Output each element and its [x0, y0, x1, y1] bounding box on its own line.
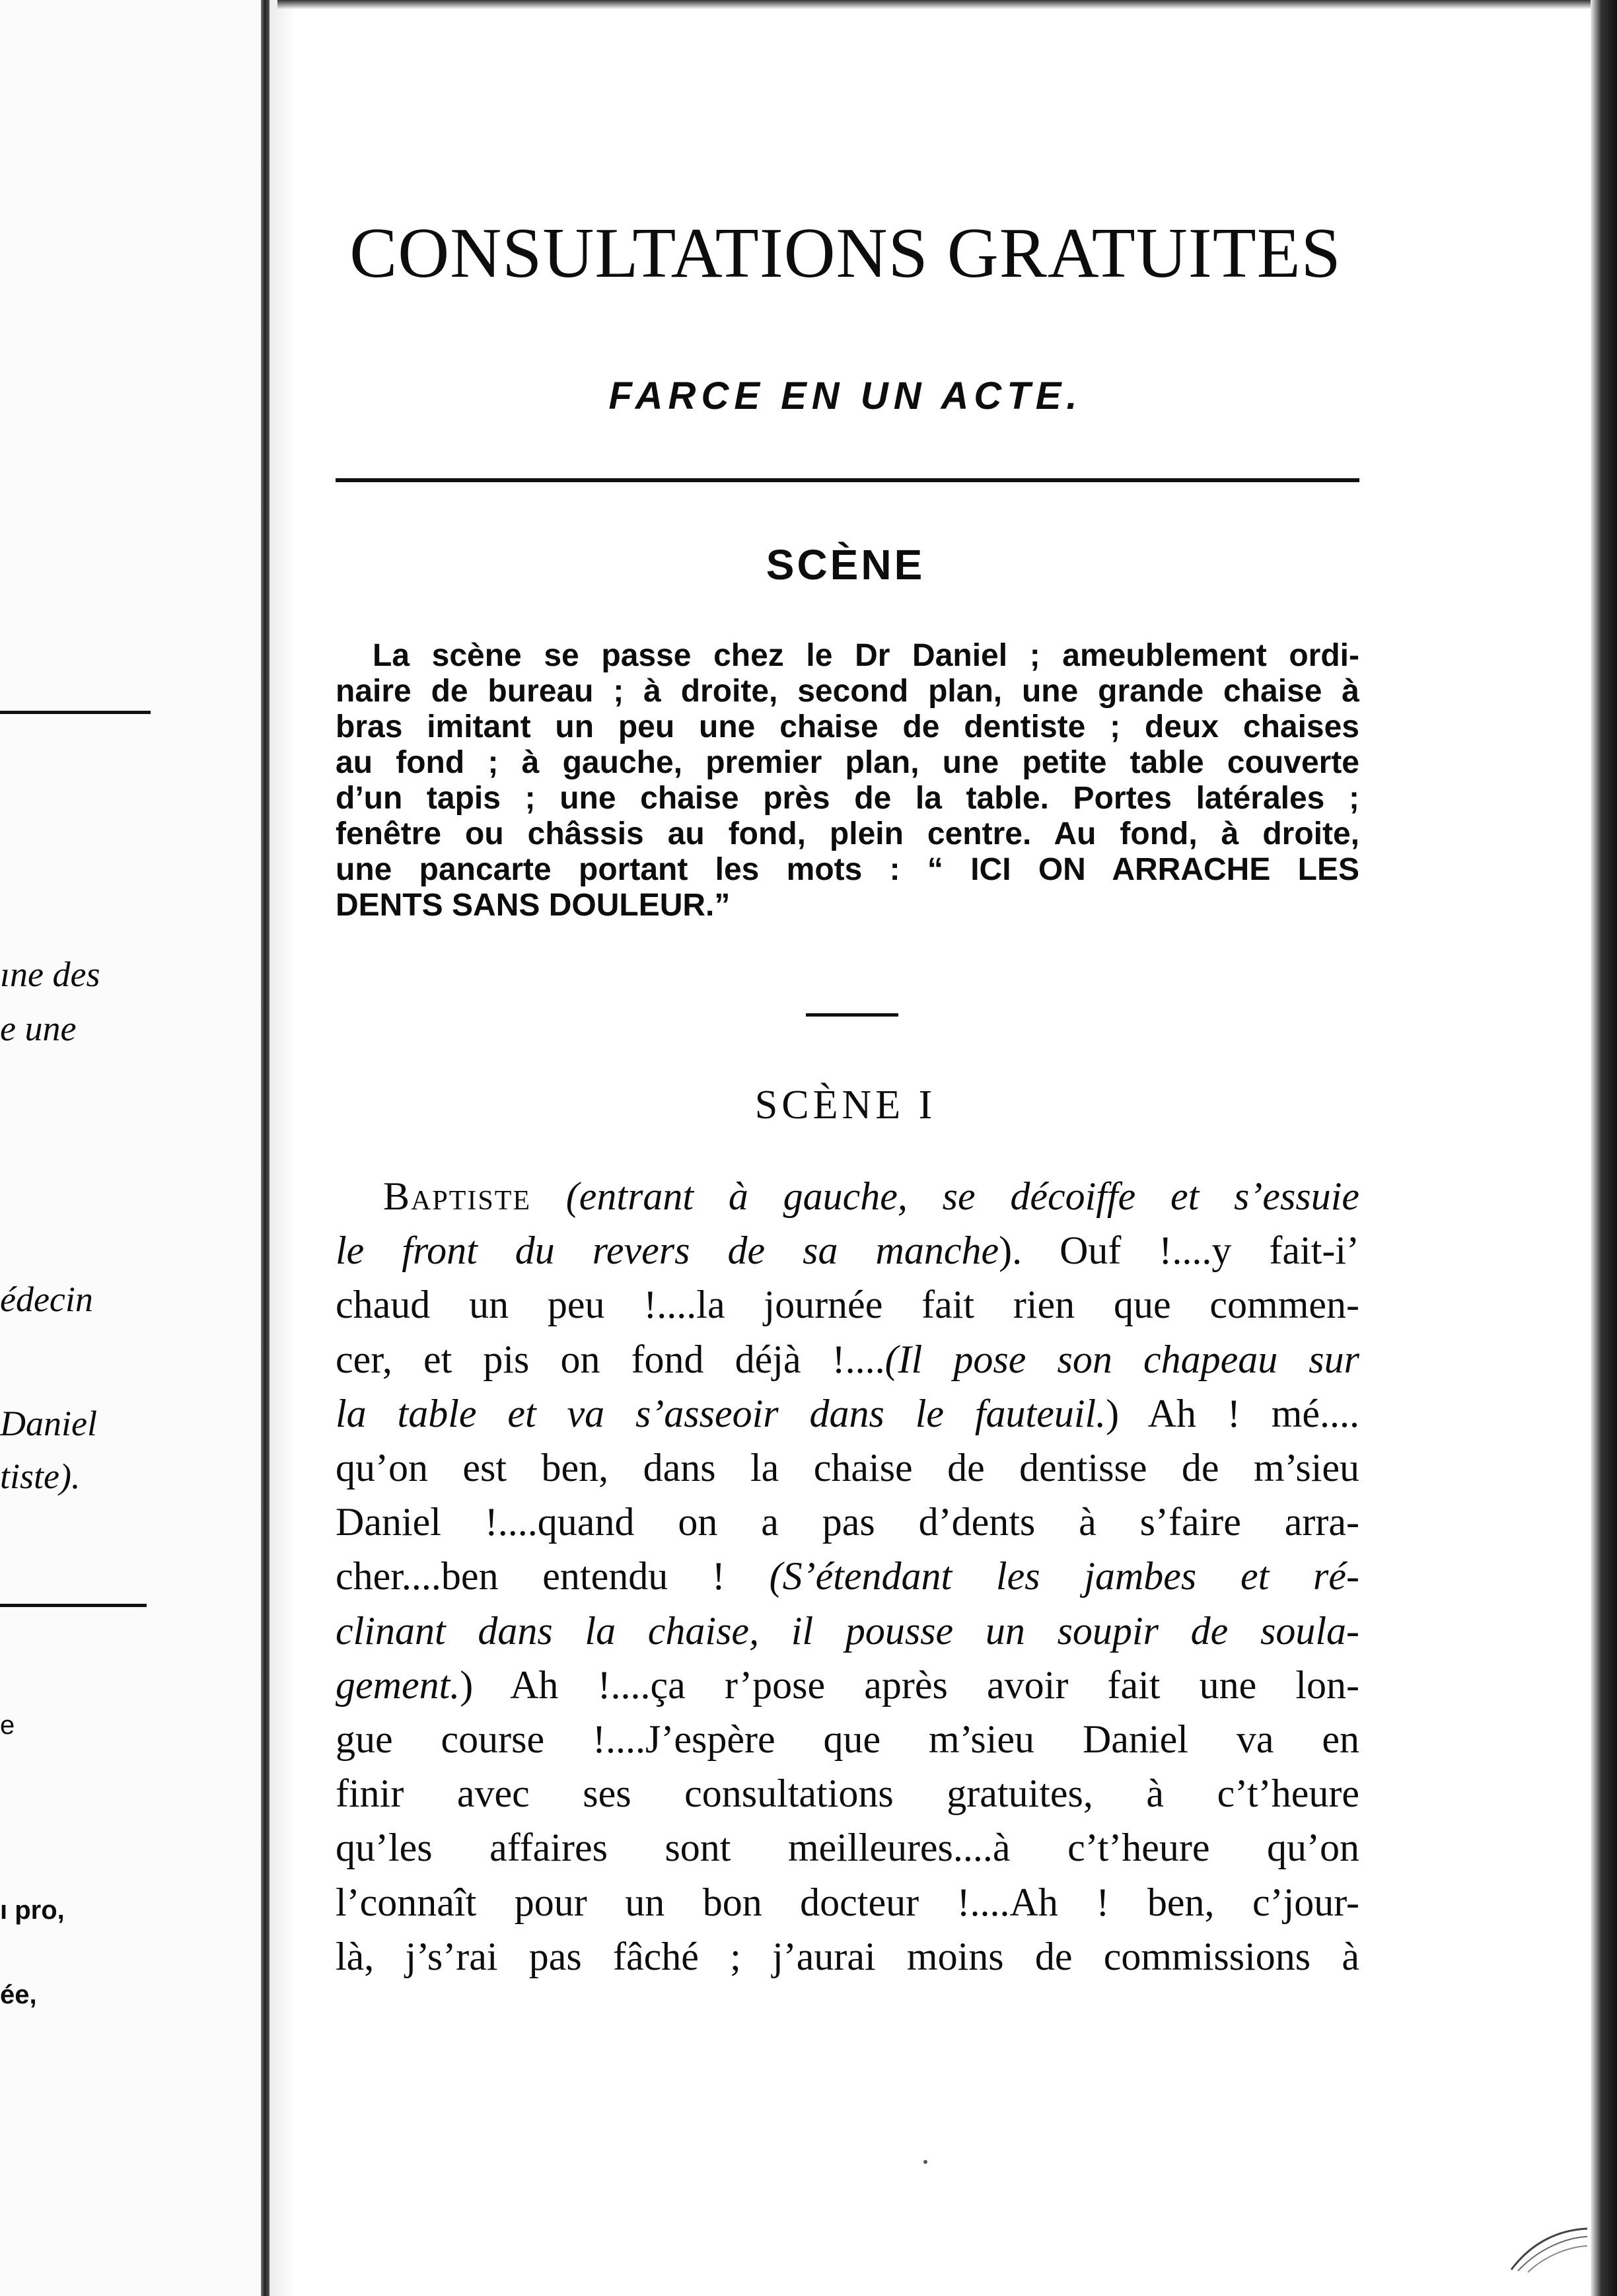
book-page — [284, 0, 1579, 2296]
dialogue-text-run: ) Ah !....ça r’pose après avoir fait une lon- — [460, 1663, 1359, 1707]
scene-divider — [806, 1013, 898, 1017]
left-rule-1 — [0, 711, 151, 714]
left-fragment-4: Daniel — [0, 1404, 97, 1443]
dialogue-line: finir avec ses consultations gratuites, à c’t’heure — [336, 1772, 1359, 1816]
dialogue-line: là, j’s’rai pas fâché ; j’aurai moins de commissions à — [336, 1934, 1359, 1978]
stage-line: au fond ; à gauche, premier plan, une petite table couverte — [336, 745, 1359, 780]
stage-line: une pancarte portant les mots : “ ICI ON ARRACHE LES — [336, 852, 1359, 887]
stage-line: La scène se passe chez le Dr Daniel ; ameublement ordi- — [373, 638, 1359, 673]
dialogue-line — [336, 1169, 1359, 1223]
dialogue-line: gue course !....J’espère que m’sieu Daniel va en — [336, 1717, 1359, 1762]
page-subtitle: FARCE EN UN ACTE. — [608, 375, 1083, 417]
dialogue-line — [336, 1332, 1359, 1386]
stage-description — [336, 638, 1359, 923]
dialogue-line: l’connaît pour un bon docteur !....Ah ! ben, c’jour- — [336, 1880, 1359, 1924]
dialogue-text-run: ) Ah ! mé.... — [1106, 1391, 1360, 1435]
dialogue-line — [336, 1549, 1359, 1603]
stage-direction: clinant dans la chaise, il pousse un soupir de soula- — [336, 1608, 1359, 1653]
stage-direction: (S’étendant les jambes et ré- — [769, 1554, 1359, 1598]
left-fragment-1: ıne des — [0, 954, 100, 994]
stage-line: fenêtre ou châssis au fond, plein centre. Au fond, à droite, — [336, 816, 1359, 851]
dialogue-line — [336, 1658, 1359, 1712]
dialogue-line — [336, 1386, 1359, 1441]
dialogue-text-run: cher....ben entendu ! — [336, 1554, 770, 1598]
scene-heading: SCÈNE I — [754, 1083, 937, 1128]
stage-direction: (Il pose son chapeau sur — [884, 1337, 1359, 1381]
stage-line: bras imitant un peu une chaise de dentiste ; deux chaises — [336, 709, 1359, 744]
dialogue-line: Daniel !....quand on a pas d’dents à s’faire arra- — [336, 1500, 1359, 1544]
dialogue-text-run: cer, et pis on fond déjà !.... — [336, 1337, 885, 1381]
dialogue-line: qu’on est ben, dans la chaise de dentisse de m’sieu — [336, 1446, 1359, 1490]
stage-line: DENTS SANS DOULEUR.” — [336, 888, 731, 923]
dialogue-line — [336, 1604, 1359, 1658]
left-fragment-8: ée, — [0, 1980, 37, 2009]
facing-page-fragment — [0, 0, 264, 2296]
left-fragment-2: e une — [0, 1009, 77, 1048]
dialogue-text — [336, 1169, 1359, 1984]
stage-line: naire de bureau ; à droite, second plan, une grande chaise à — [336, 674, 1359, 709]
left-fragment-7: ı pro, — [0, 1896, 65, 1925]
section-heading: SCÈNE — [766, 541, 925, 589]
stage-direction: gement. — [336, 1663, 460, 1707]
stage-line: d’un tapis ; une chaise près de la table. Portes latérales ; — [336, 781, 1359, 816]
stage-direction: la table et va s’asseoir dans le fauteuil. — [336, 1391, 1106, 1435]
left-rule-2 — [0, 1604, 147, 1607]
left-fragment-5: tiste). — [0, 1456, 81, 1496]
title-divider — [336, 478, 1359, 482]
stage-direction: le front du revers de sa manche — [336, 1229, 999, 1273]
left-fragment-6: e — [0, 1711, 15, 1740]
left-fragment-3: édecin — [0, 1279, 93, 1319]
page-speck — [923, 2160, 927, 2164]
dialogue-line — [336, 1223, 1359, 1277]
page-corner-curl — [1505, 2223, 1591, 2276]
stage-direction: (entrant à gauche, se décoiffe et s’essuie — [565, 1174, 1359, 1218]
dialogue-line: qu’les affaires sont meilleures....à c’t’heure qu’on — [336, 1826, 1359, 1870]
page-title: CONSULTATIONS GRATUITES — [349, 214, 1342, 293]
book-spine — [261, 0, 270, 2296]
dialogue-text-run: ). Ouf !....y fait-i’ — [999, 1229, 1359, 1273]
speaker-name: Baptiste — [383, 1174, 532, 1218]
right-page-edge — [1591, 0, 1617, 2296]
dialogue-line: chaud un peu !....la journée fait rien que commen- — [336, 1283, 1359, 1327]
